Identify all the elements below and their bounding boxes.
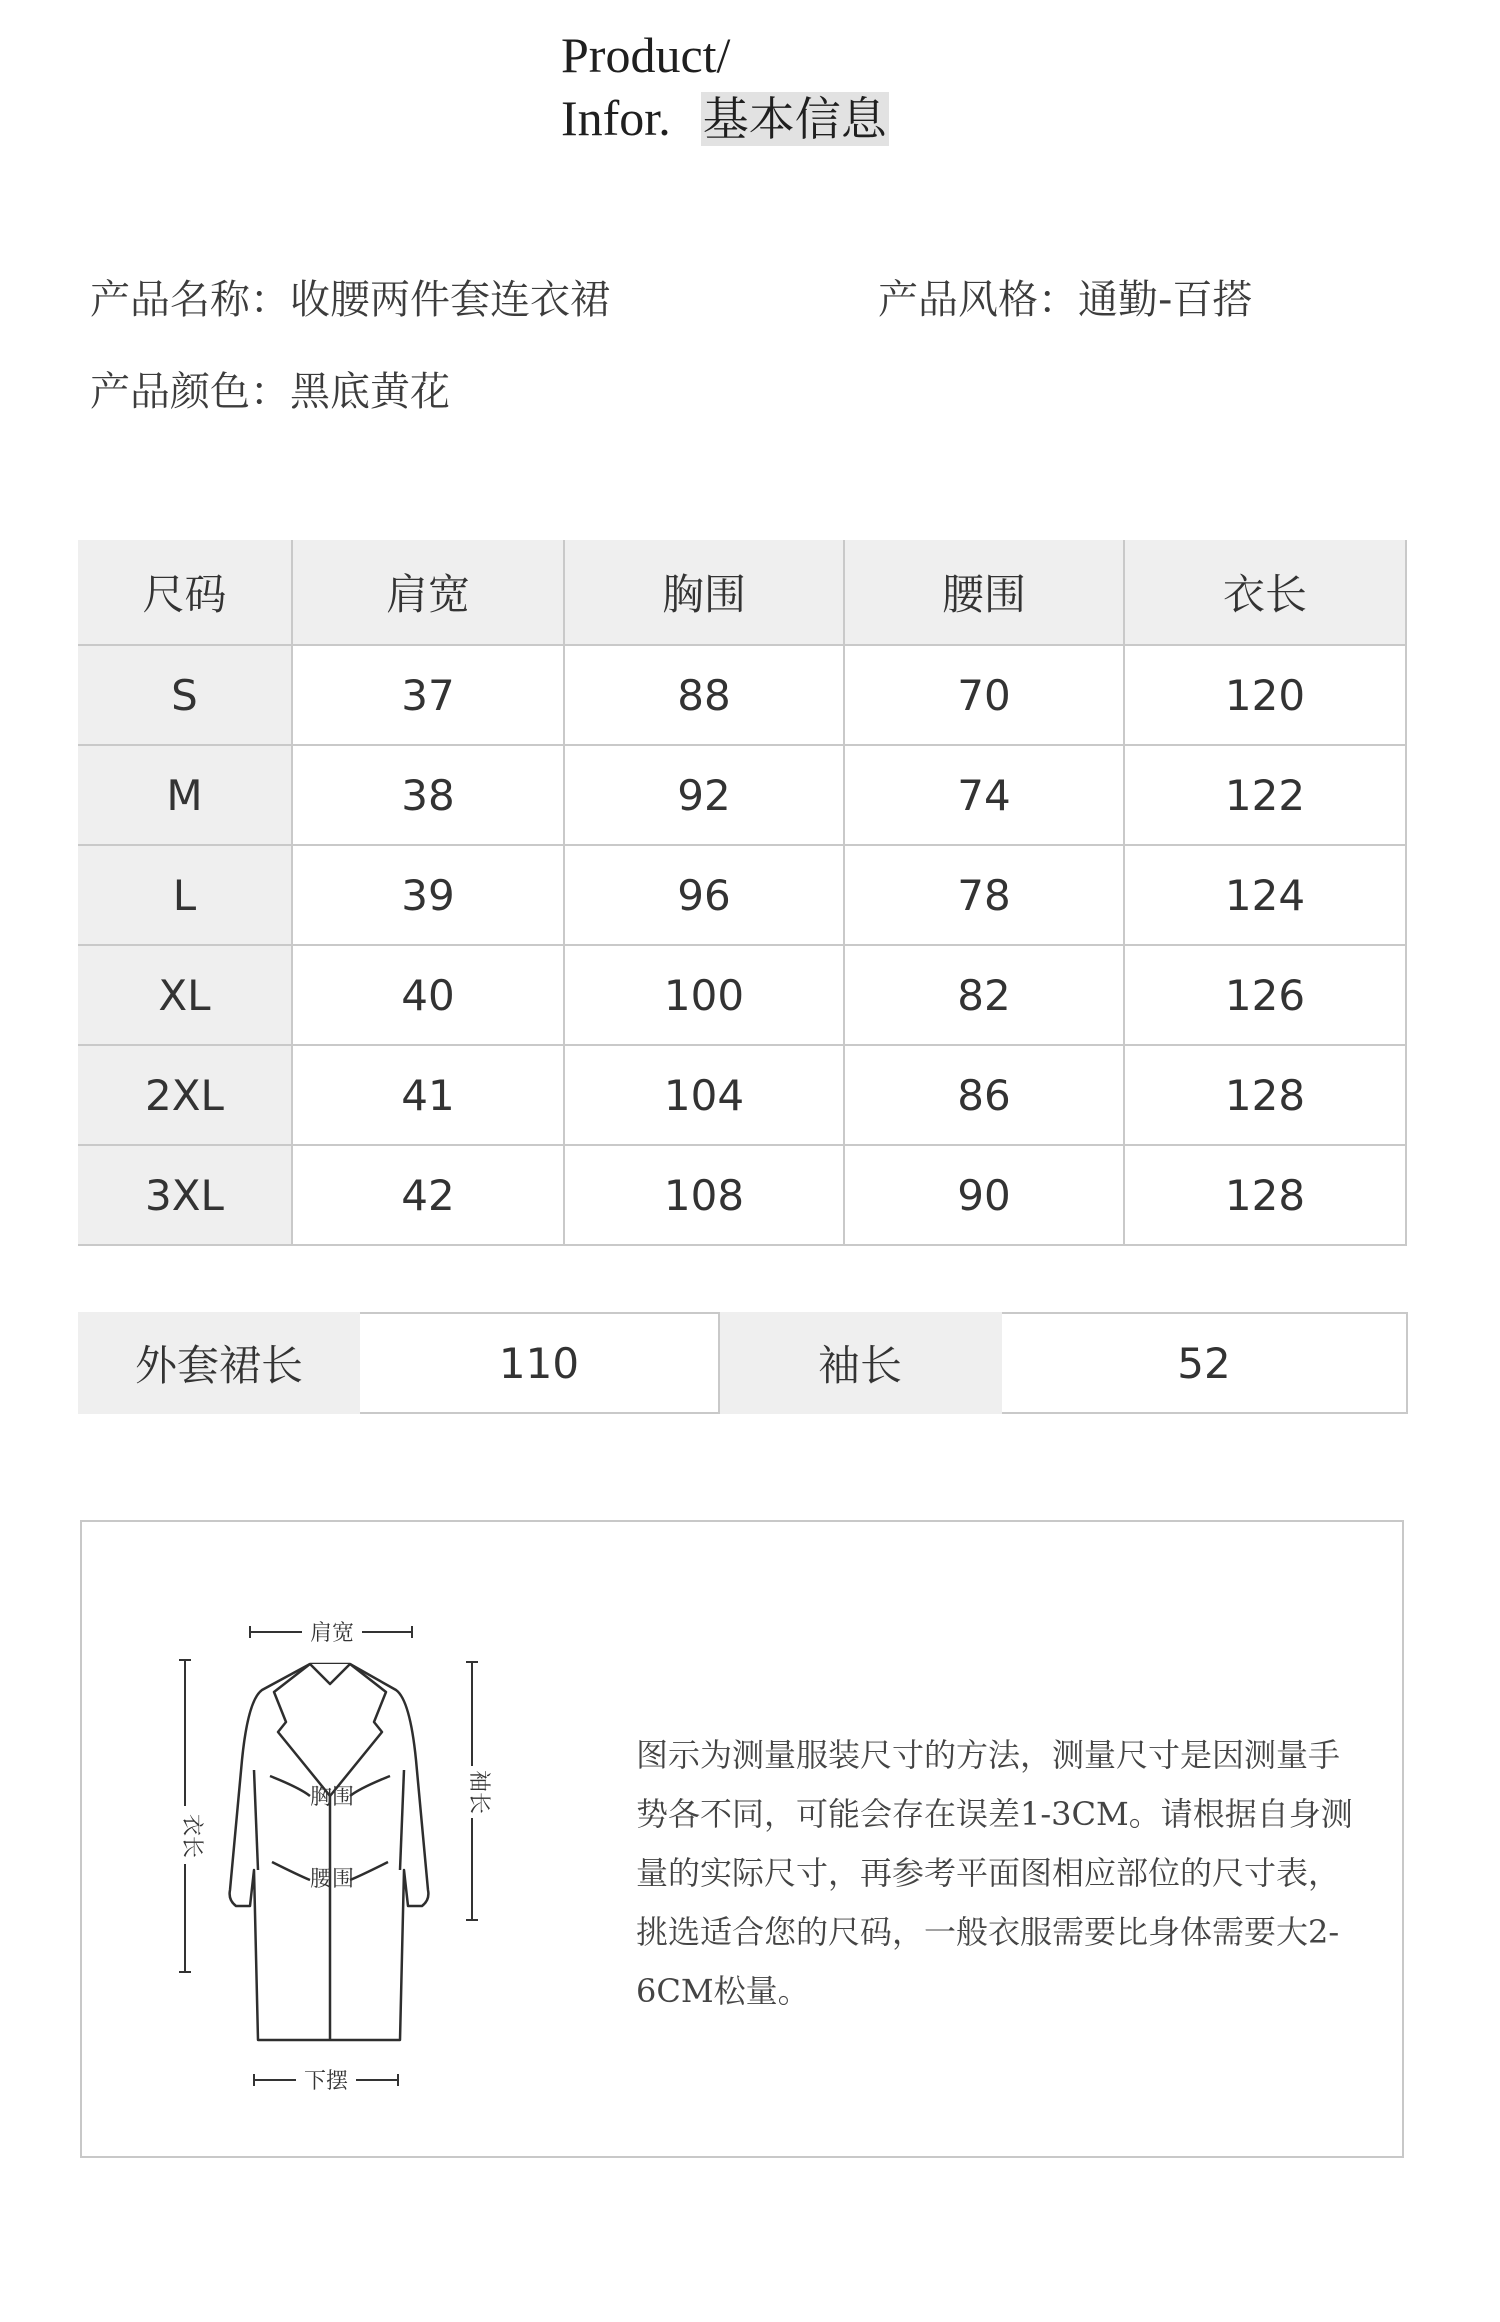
size-cell: 3XL [78, 1145, 292, 1245]
product-name-value: 收腰两件套连衣裙 [290, 277, 610, 323]
page-header [561, 24, 889, 151]
size-table-header [78, 540, 1406, 645]
size-table [78, 540, 1407, 1246]
header-cell: 腰围 [844, 540, 1124, 645]
table-row [78, 1045, 1406, 1145]
table-cell: 82 [844, 945, 1124, 1045]
product-style [878, 268, 1252, 325]
product-name [90, 268, 610, 325]
table-cell: 74 [844, 745, 1124, 845]
table-cell: 40 [292, 945, 564, 1045]
extra-measurements-table [78, 1312, 1408, 1414]
waist-label: 腰围 [309, 1867, 355, 1892]
table-cell: 128 [1124, 1045, 1406, 1145]
product-color [90, 360, 450, 417]
product-name-label: 产品名称： [90, 277, 290, 323]
sleeve-label: 袖长 [719, 1313, 1001, 1413]
table-cell: 122 [1124, 745, 1406, 845]
garment-measurement-diagram [150, 1600, 510, 2100]
table-cell: 90 [844, 1145, 1124, 1245]
measurement-description: 图示为测量服装尺寸的方法，测量尺寸是因测量手势各不同，可能会存在误差1-3CM。请根据自身测量的实际尺寸，再参考平面图相应部位的尺寸表，挑选适合您的尺码，一般衣服需要比身体需要大2-6CM松量。 [636, 1736, 1353, 2010]
table-cell: 39 [292, 845, 564, 945]
table-cell: 88 [564, 645, 844, 745]
table-cell: 124 [1124, 845, 1406, 945]
table-cell: 41 [292, 1045, 564, 1145]
product-style-value: 通勤-百搭 [1078, 277, 1253, 323]
length-label: 衣长 [179, 1813, 204, 1859]
table-cell: 78 [844, 845, 1124, 945]
table-cell: 100 [564, 945, 844, 1045]
product-style-label: 产品风格： [878, 277, 1078, 323]
chest-label: 胸围 [309, 1785, 355, 1810]
header-line2-en: Infor. [561, 90, 671, 146]
hem-label: 下摆 [303, 2069, 349, 2094]
product-color-value: 黑底黄花 [290, 369, 450, 415]
table-cell: 120 [1124, 645, 1406, 745]
table-row [78, 845, 1406, 945]
size-cell: L [78, 845, 292, 945]
table-cell: 42 [292, 1145, 564, 1245]
header-cell: 衣长 [1124, 540, 1406, 645]
size-cell: S [78, 645, 292, 745]
header-line2 [561, 86, 889, 151]
table-row [78, 1145, 1406, 1245]
shoulder-label: 肩宽 [309, 1621, 355, 1646]
size-cell: XL [78, 945, 292, 1045]
coat-length-label: 外套裙长 [79, 1313, 359, 1413]
header-line1: Product/ [561, 27, 731, 83]
table-row [78, 745, 1406, 845]
table-cell: 37 [292, 645, 564, 745]
table-row [78, 945, 1406, 1045]
table-cell: 104 [564, 1045, 844, 1145]
table-cell: 108 [564, 1145, 844, 1245]
table-cell: 126 [1124, 945, 1406, 1045]
table-cell: 86 [844, 1045, 1124, 1145]
size-cell: M [78, 745, 292, 845]
table-cell: 38 [292, 745, 564, 845]
table-cell: 96 [564, 845, 844, 945]
table-row [78, 645, 1406, 745]
product-color-label: 产品颜色： [90, 369, 290, 415]
header-cell: 肩宽 [292, 540, 564, 645]
sleeve-label: 袖长 [466, 1769, 491, 1815]
coat-length-value: 110 [359, 1313, 719, 1413]
size-cell: 2XL [78, 1045, 292, 1145]
table-cell: 92 [564, 745, 844, 845]
table-cell: 70 [844, 645, 1124, 745]
sleeve-value: 52 [1001, 1313, 1407, 1413]
header-cn-title: 基本信息 [702, 92, 887, 146]
table-cell: 128 [1124, 1145, 1406, 1245]
table-row [79, 1313, 1407, 1413]
header-cell: 尺码 [78, 540, 292, 645]
header-cell: 胸围 [564, 540, 844, 645]
